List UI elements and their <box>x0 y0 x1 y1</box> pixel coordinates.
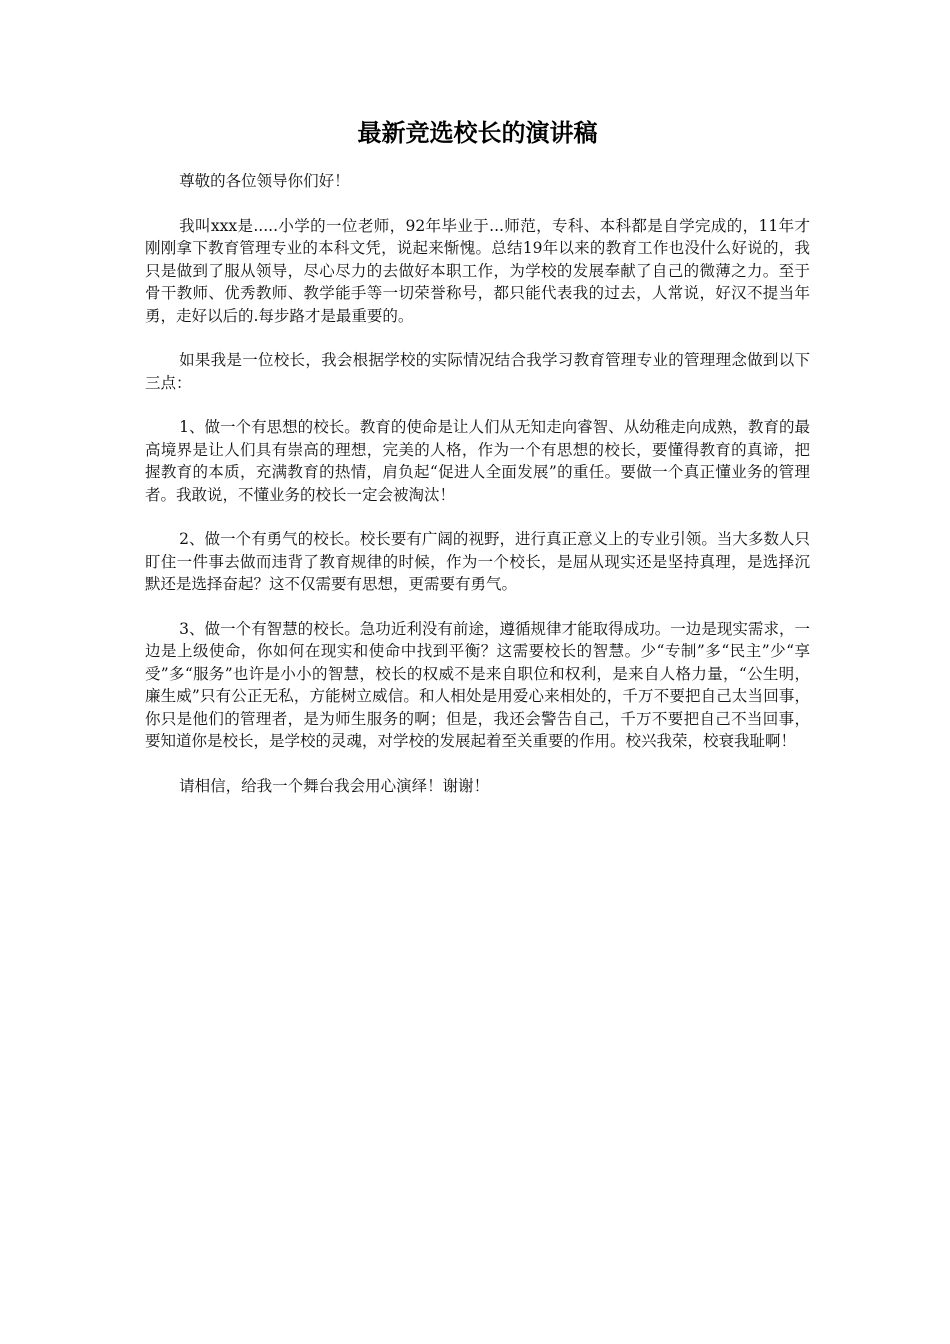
paragraph-point-2: 2、做一个有勇气的校长。校长要有广阔的视野，进行真正意义上的专业引领。当大多数人只盯住一件事去做而违背了教育规律的时候，作为一个校长，是屈从现实还是坚持真理，是选择沉默还是选择奋起？这不仅需要有思想，更需要有勇气。 <box>145 530 810 593</box>
paragraph-plan-intro: 如果我是一位校长，我会根据学校的实际情况结合我学习教育管理专业的管理理念做到以下三点： <box>145 351 810 392</box>
document-title: 最新竞选校长的演讲稿 <box>357 119 598 147</box>
paragraph-closing: 请相信，给我一个舞台我会用心演绎！谢谢！ <box>179 776 490 795</box>
document-body <box>145 116 810 819</box>
paragraph-introduction: 我叫xxx是.....小学的一位老师，92年毕业于...师范，专科、本科都是自学完成的，11年才刚刚拿下教育管理专业的本科文凭，说起来惭愧。总结19年以来的教育工作也没什么好说的，我只是做到了服从领导，尽心尽力的去做好本职工作，为学校的发展奉献了自己的微薄之力。至于骨干教师、优秀教师、教学能手等一切荣誉称号，都只能代表我的过去，人常说，好汉不提当年勇，走好以后的.每步路才是最重要的。 <box>145 216 810 325</box>
paragraph-point-1: 1、做一个有思想的校长。教育的使命是让人们从无知走向睿智、从幼稚走向成熟，教育的最高境界是让人们具有崇高的理想，完美的人格，作为一个有思想的校长，要懂得教育的真谛，把握教育的本质，充满教育的热情，肩负起“促进人全面发展”的重任。要做一个真正懂业务的管理者。我敢说，不懂业务的校长一定会被淘汰！ <box>145 418 810 504</box>
paragraph-greeting: 尊敬的各位领导你们好！ <box>179 172 350 190</box>
paragraph-point-3: 3、做一个有智慧的校长。急功近利没有前途，遵循规律才能取得成功。一边是现实需求，一边是上级使命，你如何在现实和使命中找到平衡？这需要校长的智慧。少“专制”多“民主”少“享受”多“服务”也许是小小的智慧，校长的权威不是来自职位和权利，是来自人格力量，“公生明，廉生威”只有公正无私，方能树立威信。和人相处是用爱心来相处的，千万不要把自己太当回事，你只是他们的管理者，是为师生服务的啊；但是，我还会警告自己，千万不要把自己不当回事，要知道你是校长，是学校的灵魂，对学校的发展起着至关重要的作用。校兴我荣，校衰我耻啊！ <box>145 619 810 750</box>
